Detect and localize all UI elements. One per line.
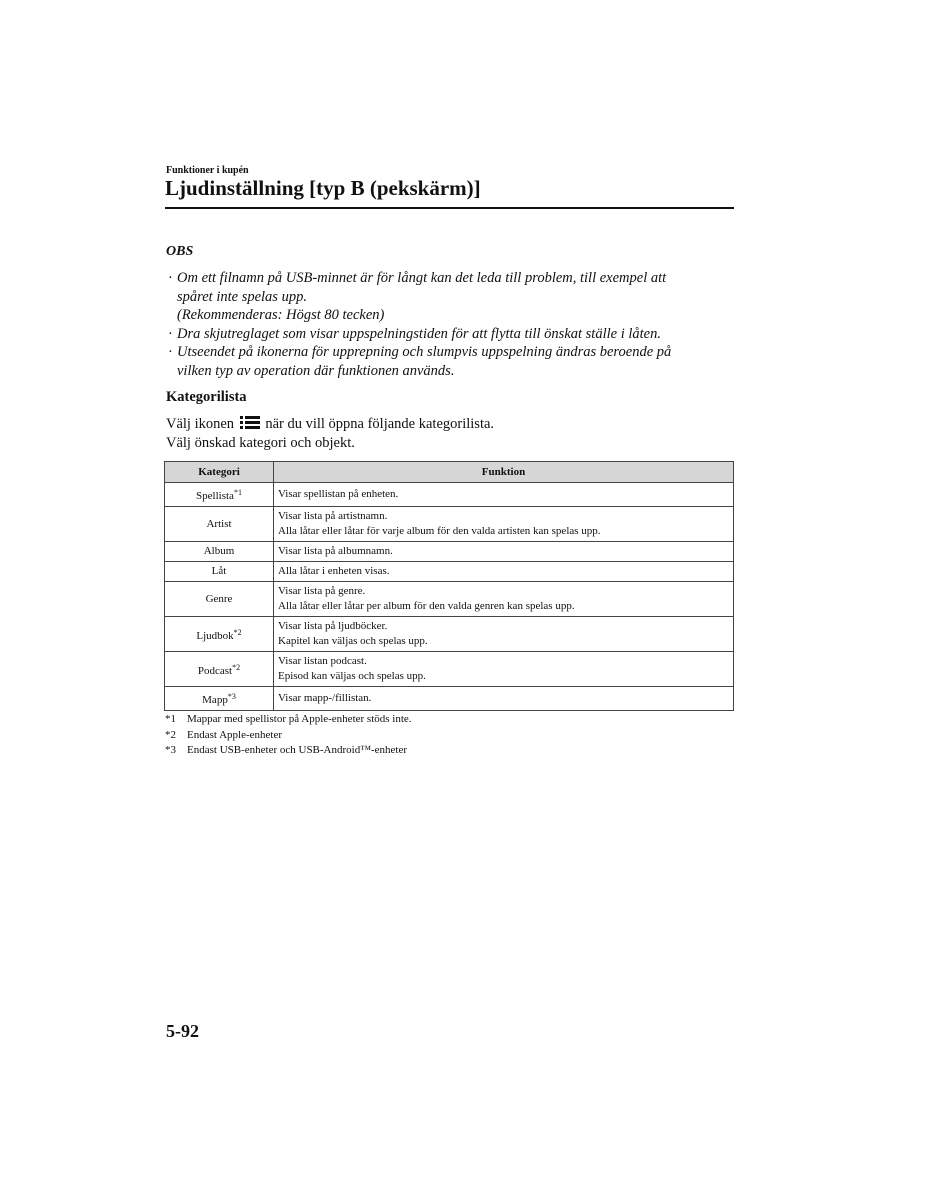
function-cell: [274, 562, 734, 582]
note-item: [166, 343, 734, 380]
footnote-mark: *2: [165, 728, 176, 741]
intro-line-1: [166, 415, 734, 434]
table-header-row: [165, 462, 734, 483]
note-text: (Rekommenderas: Högst 80 tecken): [177, 307, 385, 323]
column-header-kategori: Kategori: [165, 462, 274, 483]
column-header-funktion: Funktion: [274, 462, 734, 483]
page-title: Ljudinställning [typ B (pekskärm)]: [165, 176, 481, 200]
footnote-ref: *3: [227, 692, 236, 701]
function-cell: [274, 617, 734, 652]
note-text: Om ett filnamn på USB-minnet är för långt kan det leda till problem, till exempel att: [177, 270, 667, 286]
function-line: Visar spellistan på enheten.: [278, 488, 399, 500]
note-text: vilken typ av operation där funktionen används.: [177, 362, 455, 379]
function-line: Visar lista på genre.: [278, 585, 366, 597]
section-label: Funktioner i kupén: [166, 165, 249, 176]
table-row: [165, 687, 734, 711]
table-row: [165, 507, 734, 542]
category-cell: [165, 617, 274, 652]
table-row: [165, 483, 734, 507]
footnotes: [165, 712, 412, 759]
note-item: [166, 325, 734, 344]
note-text: Utseendet på ikonerna för upprepning och slumpvis uppspelning ändras beroende på: [177, 344, 672, 360]
table-row: [165, 562, 734, 582]
table-row: [165, 617, 734, 652]
function-line: Alla låtar eller låtar per album för den valda genren kan spelas upp.: [278, 600, 575, 612]
note-item: [166, 269, 734, 325]
category-name: Album: [203, 545, 235, 557]
subheading-kategorilista: Kategorilista: [166, 389, 247, 405]
table-row: [165, 542, 734, 562]
category-cell: [165, 483, 274, 507]
category-cell: [165, 687, 274, 711]
function-cell: [274, 687, 734, 711]
intro-text: [166, 415, 734, 453]
category-name: Mapp: [202, 694, 228, 706]
category-name: Podcast: [197, 664, 233, 677]
category-cell: [165, 562, 274, 582]
function-cell: [274, 582, 734, 617]
category-name: Genre: [205, 592, 233, 605]
note-text: Dra skjutreglaget som visar uppspelningstiden för att flytta till önskat ställe i låten.: [177, 325, 661, 342]
category-cell: [165, 582, 274, 617]
category-cell: [165, 652, 274, 687]
footnote-text: Mappar med spellistor på Apple-enheter stöds inte.: [187, 713, 412, 725]
function-line: Visar mapp-/fillistan.: [278, 692, 372, 704]
bullet-icon: ·: [168, 325, 173, 342]
table-row: [165, 582, 734, 617]
category-name: Ljudbok: [196, 629, 234, 642]
table-row: [165, 652, 734, 687]
intro-after-icon: när du vill öppna följande kategorilista.: [265, 416, 495, 432]
category-cell: [165, 507, 274, 542]
category-name: Spellista: [196, 490, 234, 502]
category-name: Artist: [206, 517, 232, 530]
category-cell: [165, 542, 274, 562]
function-line: Visar listan podcast.: [278, 655, 367, 667]
note-text: spåret inte spelas upp.: [177, 288, 307, 305]
function-cell: [274, 652, 734, 687]
function-line: Episod kan väljas och spelas upp.: [278, 670, 426, 682]
intro-before-icon: Välj ikonen: [166, 416, 235, 432]
page-number: 5-92: [166, 1021, 199, 1041]
function-cell: [274, 542, 734, 562]
footnote-text: Endast USB-enheter och USB-Android™-enheter: [187, 744, 408, 756]
footnote-ref: *1: [233, 488, 242, 497]
obs-heading: OBS: [166, 244, 194, 259]
category-table: [164, 461, 734, 711]
function-line: Alla låtar i enheten visas.: [278, 565, 390, 577]
function-cell: [274, 507, 734, 542]
bullet-icon: ·: [168, 344, 173, 360]
footnote: [165, 712, 412, 728]
list-icon: [240, 416, 260, 429]
category-name: Låt: [211, 565, 227, 577]
function-line: Kapitel kan väljas och spelas upp.: [278, 635, 428, 647]
footnote: [165, 743, 412, 759]
footnote-mark: *1: [165, 713, 176, 725]
footnote-ref: *2: [233, 627, 242, 637]
footnote-ref: *2: [232, 662, 241, 672]
intro-line-2: Välj önskad kategori och objekt.: [166, 435, 355, 451]
footnote-text: Endast Apple-enheter: [187, 728, 282, 741]
function-line: Visar lista på ljudböcker.: [278, 620, 388, 632]
title-divider: [165, 207, 734, 209]
bullet-icon: ·: [168, 270, 173, 286]
footnote: [165, 728, 412, 744]
function-line: Alla låtar eller låtar för varje album för den valda artisten kan spelas upp.: [278, 525, 601, 537]
obs-notes: [166, 269, 734, 380]
footnote-mark: *3: [165, 744, 176, 756]
function-cell: [274, 483, 734, 507]
function-line: Visar lista på albumnamn.: [278, 545, 393, 557]
function-line: Visar lista på artistnamn.: [278, 510, 388, 522]
